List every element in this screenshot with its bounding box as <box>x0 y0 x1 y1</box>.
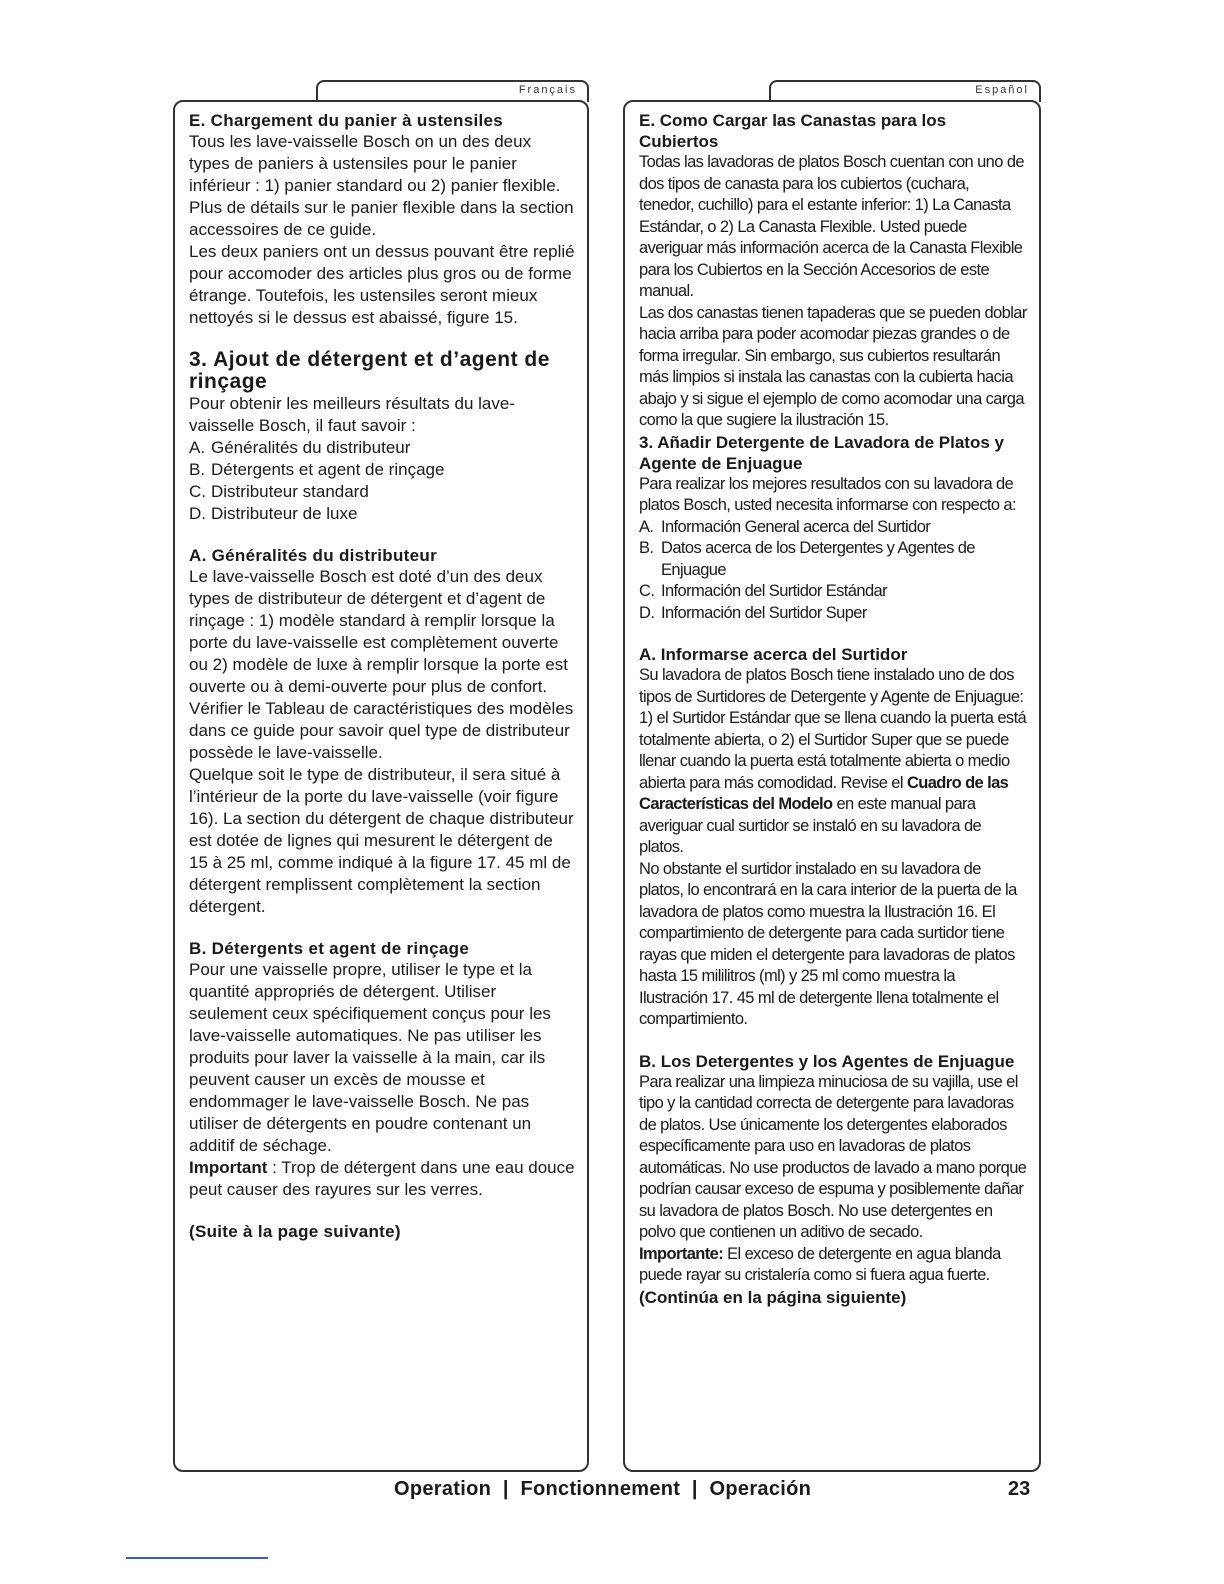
es-section-a-title: A. Informarse acerca del Surtidor <box>639 645 908 664</box>
fr-section-a-title: A. Généralités du distributeur <box>189 546 437 565</box>
es-important-text: El exceso de detergente en agua blanda puede rayar su cristalería como si fuera agua fuerte. <box>639 1244 1001 1284</box>
es-section-a-paragraph-2: No obstante el surtidor instalado en su lavadora de platos, lo encontrará en la cara interior de la puerta de la lavadora de platos como muestra la Ilustración 16. El compartimiento de detergente para cada surtidor tiene rayas que miden el detergente para lavadoras de platos hasta 15 mililitros (ml) y 25 ml como muestra la Ilustración 17. 45 ml de detergente llena totalmente el compartimiento. <box>639 859 1017 1028</box>
es-section-3-title: 3. Añadir Detergente de Lavadora de Platos y Agente de Enjuague <box>639 432 1004 473</box>
list-letter: A. <box>189 438 206 457</box>
es-section-e-paragraph-1: Todas las lavadoras de platos Bosch cuentan con uno de dos tipos de canasta para los cubiertos (cuchara, tenedor, cuchillo) para el estante inferior: 1) La Canasta Estándar, o 2) La Canasta Flexible. Usted puede averiguar más información acerca de la Canasta Flexible para los Cubiertos en la Sección Accesorios de este manual. <box>639 153 1024 300</box>
es-section-3-list <box>639 517 1027 625</box>
list-text: Datos acerca de los Detergentes y Agentes de Enjuague <box>661 539 975 579</box>
es-section-a-text-1: Su lavadora de platos Bosch tiene instalado uno de dos tipos de Surtidores de Detergente y Agente de Enjuague: 1) el Surtidor Estándar que se llena cuando la puerta está totalmente abierta, o 2) el Surtidor Super que se puede llenar cuando la puerta está totalmente abierta o medio abierta para más comodidad. Revise el <box>639 666 1027 792</box>
page-number: 23 <box>1008 1478 1031 1500</box>
fr-important-note <box>189 1157 575 1201</box>
list-text: Información del Surtidor Estándar <box>661 582 887 600</box>
list-text: Distributeur de luxe <box>211 504 358 523</box>
list-text: Información del Surtidor Super <box>661 603 867 622</box>
es-section-a-paragraph-1 <box>639 665 1027 859</box>
list-letter: D. <box>189 504 206 523</box>
fr-important-label: Important <box>189 1158 268 1177</box>
list-letter: C. <box>189 482 206 501</box>
french-language-tab <box>316 80 589 102</box>
fr-section-e-paragraph-1: Tous les lave-vaisselle Bosch on un des deux types de paniers à ustensiles pour le panier inférieur : 1) panier standard ou 2) panier flexible. Plus de détails sur le panier flexible dans la section accessoires de ce guide. <box>189 132 574 239</box>
es-section-e-paragraph-2: Las dos canastas tienen tapaderas que se pueden doblar hacia arriba para poder acomodar piezas grandes o de forma irregular. Sin embargo, sus cubiertos resultarán más limpios si instala las canastas con la cubierta hacia abajo y si sigue el ejemplo de como acomodar una carga como la que sugiere la ilustración 15. <box>639 303 1027 429</box>
list-letter: C. <box>639 582 655 600</box>
list-item <box>639 538 1027 581</box>
fr-section-e-paragraph-2: Les deux paniers ont un dessus pouvant être replié pour accomoder des articles plus gros ou de forme étrange. Toutefois, les ustensiles seront mieux nettoyés si le dessus est abaissé, figure 15. <box>189 242 575 327</box>
fr-section-a-paragraph-2: Quelque soit le type de distributeur, il sera situé à l’intérieur de la porte du lave-vaisselle (voir figure 16). La section du détergent de chaque distributeur est dotée de lignes qui mesurent le détergent de 15 à 25 ml, comme indiqué à la figure 17. 45 ml de détergent remplissent complètement la section détergent. <box>189 765 574 916</box>
es-important-label: Importante: <box>639 1244 724 1263</box>
list-text: Généralités du distributeur <box>211 438 411 457</box>
list-text: Détergents et agent de rinçage <box>211 460 445 479</box>
fr-section-b-title: B. Détergents et agent de rinçage <box>189 939 470 958</box>
list-letter: A. <box>639 517 654 536</box>
es-section-e-title: E. Como Cargar las Canastas para los Cubiertos <box>639 111 947 151</box>
list-item <box>639 581 1027 603</box>
es-model-chart-reference: Cuadro de las Características del Modelo <box>639 773 1009 813</box>
list-item <box>189 437 575 459</box>
fr-section-a-paragraph-1: Le lave-vaisselle Bosch est doté d’un des deux types de distributeur de détergent et d’agent de rinçage : 1) modèle standard à remplir lorsque la porte du lave-vaisselle est complètement ouverte ou 2) modèle de luxe à remplir lorsque la porte est ouverte ou à demi-ouverte pour plus de confort. Vérifier le Tableau de caractéristiques des modèles dans ce guide pour savoir quel type de distributeur possède le lave-vaisselle. <box>189 567 574 762</box>
es-section-3-intro: Para realizar los mejores resultados con su lavadora de platos Bosch, usted necesita informarse con respecto a: <box>639 474 1016 514</box>
list-letter: B. <box>639 539 654 557</box>
list-item <box>639 517 1027 539</box>
spanish-tab-label: Español <box>975 84 1029 96</box>
spanish-language-tab <box>769 80 1041 102</box>
french-tab-label: Français <box>518 84 577 96</box>
list-item <box>639 603 1027 625</box>
spanish-column <box>623 100 1041 1472</box>
es-section-b-paragraph-1: Para realizar una limpieza minuciosa de su vajilla, use el tipo y la cantidad correcta de detergente para lavadoras de platos. Use únicamente los detergentes elaborados específicamente para uso en lavadoras de platos automáticas. No use productos de lavado a mano porque podrían causar exceso de espuma y posiblemente dañar su lavadora de platos Bosch. No use detergentes en polvo que contienen un aditivo de secado. <box>639 1072 1027 1241</box>
es-section-a-text-2: en este manual para averiguar cual surtidor se instaló en su lavadora de platos. <box>639 795 982 856</box>
list-letter: D. <box>639 603 655 622</box>
fr-section-b-paragraph-1: Pour une vaisselle propre, utiliser le type et la quantité appropriés de détergent. Utiliser seulement ceux spécifiquement conçus pour les lave-vaisselle automatiques. Ne pas utiliser les produits pour laver la vaisselle à la main, car ils peuvent causer un excès de mousse et endommager le lave-vaisselle Bosch. Ne pas utiliser de détergents en poudre contenant un additif de séchage. <box>189 960 551 1155</box>
list-text: Información General acerca del Surtidor <box>661 517 931 536</box>
list-text: Distributeur standard <box>211 482 369 501</box>
fr-section-3-list <box>189 437 575 525</box>
fr-section-3-title: 3. Ajout de détergent et d’agent de rinçage <box>189 348 550 393</box>
footer-section-title: Operation | Fonctionnement | Operación <box>394 1478 812 1500</box>
es-important-note <box>639 1244 1027 1287</box>
fr-important-text: : Trop de détergent dans une eau douce peut causer des rayures sur les verres. <box>189 1158 575 1199</box>
list-item <box>189 503 575 525</box>
es-section-b-title: B. Los Detergentes y los Agentes de Enjuague <box>639 1051 1015 1071</box>
list-item <box>189 481 575 503</box>
list-item <box>189 459 575 481</box>
footer-rule <box>126 1557 268 1559</box>
fr-section-3-intro: Pour obtenir les meilleurs résultats du lave-vaisselle Bosch, il faut savoir : <box>189 394 515 435</box>
fr-section-e-title: E. Chargement du panier à ustensiles <box>189 111 504 130</box>
es-continued-note: (Continúa en la página siguiente) <box>639 1287 907 1307</box>
list-letter: B. <box>189 460 206 479</box>
fr-continued-note: (Suite à la page suivante) <box>189 1222 401 1241</box>
french-column <box>173 100 589 1472</box>
